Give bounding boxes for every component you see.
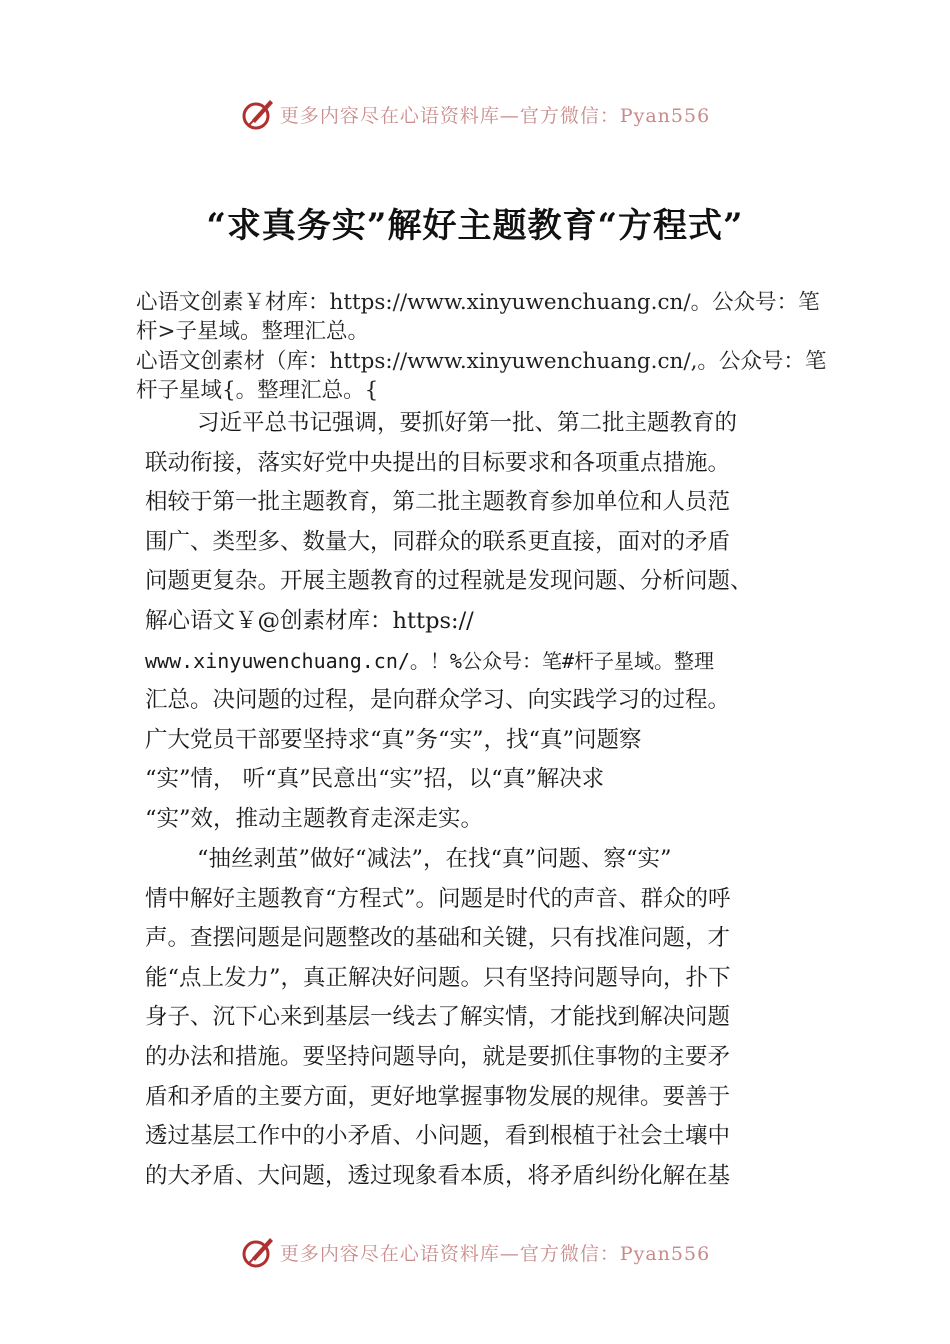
paragraph-2 [145, 840, 835, 1196]
paragraph-line: “实”效，推动主题教育走深走实。 [145, 805, 484, 832]
paragraph-line: 汇总。决问题的过程，是向群众学习、向实践学习的过程。 [145, 687, 731, 714]
watermark-text: 更多内容尽在心语资料库—官方微信：Pyan556 [279, 1242, 711, 1265]
paragraph-line: 围广、类型多、数量大，同群众的联系更直接，面对的矛盾 [145, 528, 731, 555]
document-title: “求真务实”解好主题教育“方程式” [206, 206, 744, 246]
footer-watermark [0, 1232, 950, 1272]
paragraph-line: 广大党员干部要坚持求“真”务“实”，找“真”问题察 [145, 726, 642, 753]
paragraph-line: 透过基层工作中的小矛盾、小问题，看到根植于社会土壤中 [145, 1123, 731, 1150]
header-watermark [0, 94, 950, 134]
paragraph-line: 问题更复杂。开展主题教育的过程就是发现问题、分析问题、 [145, 568, 753, 595]
paragraph-line: 声。查摆问题是问题整改的基础和关键，只有找准问题，才 [145, 925, 731, 952]
paragraph-line: www.xinyuwenchuang.cn/。！%公众号：笔#杆子星域。整理 [145, 648, 714, 673]
paragraph-line: 身子、沉下心来到基层一线去了解实情，才能找到解决问题 [145, 1004, 731, 1031]
quill-pen-in-circle-icon [240, 1234, 276, 1270]
source-note-2: 心语文创素材（库：https://www.xinyuwenchuang.cn/,。公众号：笔杆子星域{。整理汇总。{ [136, 349, 827, 403]
quill-pen-in-circle-icon [240, 96, 276, 132]
paragraph-line: “抽丝剥茧”做好“减法”，在找“真”问题、察“实” [197, 846, 672, 872]
source-note-1: 心语文创素￥材库：https://www.xinyuwenchuang.cn/。公众号：笔杆>子星域。整理汇总。 [136, 290, 820, 344]
paragraph-line: 情中解好主题教育“方程式”。问题是时代的声音、群众的呼 [145, 885, 731, 912]
paragraph-line: 习近平总书记强调，要抓好第一批、第二批主题教育的 [197, 410, 738, 436]
paragraph-line: 解心语文￥@创素材库：https:// [145, 607, 474, 634]
paragraph-line: 联动衔接，落实好党中央提出的目标要求和各项重点措施。 [145, 449, 731, 476]
paragraph-line: 的办法和措施。要坚持问题导向，就是要抓住事物的主要矛 [145, 1043, 731, 1070]
paragraph-line: 相较于第一批主题教育，第二批主题教育参加单位和人员范 [145, 489, 731, 516]
watermark-text: 更多内容尽在心语资料库—官方微信：Pyan556 [279, 104, 711, 127]
paragraph-line: 能“点上发力”，真正解决好问题。只有坚持问题导向，扑下 [145, 964, 731, 991]
paragraph-line: 盾和矛盾的主要方面，更好地掌握事物发展的规律。要善于 [145, 1083, 731, 1110]
paragraph-line: “实”情， 听“真”民意出“实”招，以“真”解决求 [145, 766, 605, 793]
paragraph-1 [145, 404, 835, 840]
paragraph-line: 的大矛盾、大问题，透过现象看本质，将矛盾纠纷化解在基 [145, 1162, 731, 1189]
